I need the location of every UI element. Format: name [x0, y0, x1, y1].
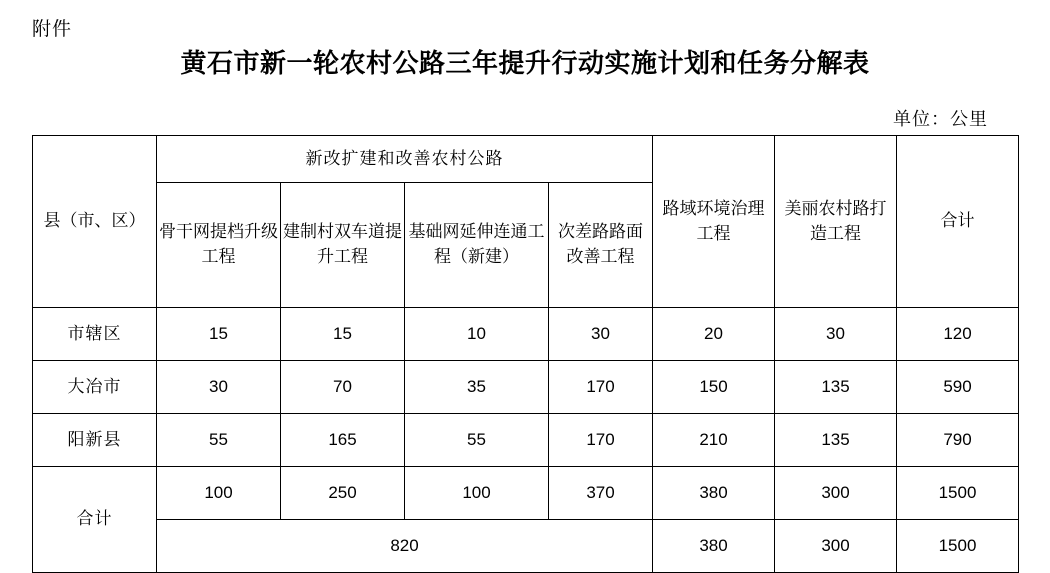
cell-beautiful: 135 — [775, 361, 897, 414]
table-summary-row — [33, 467, 1019, 520]
cell-basenet: 35 — [405, 361, 549, 414]
cell-village: 165 — [281, 414, 405, 467]
task-breakdown-table-wrapper — [32, 135, 1018, 573]
cell-basenet: 10 — [405, 308, 549, 361]
cell-beautiful: 135 — [775, 414, 897, 467]
header-cell-basenet: 基础网延伸连通工程（新建） — [405, 183, 549, 308]
table-header-row-1 — [33, 136, 1019, 183]
cell-surface: 170 — [549, 414, 653, 467]
cell-region: 市辖区 — [33, 308, 157, 361]
cell-surface: 30 — [549, 308, 653, 361]
task-breakdown-table — [32, 135, 1019, 573]
cell-grand-total: 1500 — [897, 520, 1019, 573]
cell-beautiful: 30 — [775, 308, 897, 361]
cell-village: 70 — [281, 361, 405, 414]
page-title: 黄石市新一轮农村公路三年提升行动实施计划和任务分解表 — [180, 48, 870, 78]
cell-total: 790 — [897, 414, 1019, 467]
header-cell-surface: 次差路路面改善工程 — [549, 183, 653, 308]
cell-total: 590 — [897, 361, 1019, 414]
cell-backbone: 15 — [157, 308, 281, 361]
unit-note: 单位：公里 — [893, 109, 988, 129]
cell-backbone: 30 — [157, 361, 281, 414]
header-cell-environment: 路域环境治理工程 — [653, 136, 775, 308]
table-row — [33, 308, 1019, 361]
cell-summary-beautiful: 300 — [775, 467, 897, 520]
table-row — [33, 361, 1019, 414]
cell-region: 阳新县 — [33, 414, 157, 467]
cell-basenet: 55 — [405, 414, 549, 467]
cell-summary-basenet: 100 — [405, 467, 549, 520]
cell-environment: 20 — [653, 308, 775, 361]
cell-region: 大冶市 — [33, 361, 157, 414]
cell-surface: 170 — [549, 361, 653, 414]
header-cell-village: 建制村双车道提升工程 — [281, 183, 405, 308]
cell-environment: 150 — [653, 361, 775, 414]
attachment-label: 附件 — [32, 19, 73, 40]
cell-summary-village: 250 — [281, 467, 405, 520]
cell-summary-backbone: 100 — [157, 467, 281, 520]
cell-grand-beautiful: 300 — [775, 520, 897, 573]
header-cell-beautiful: 美丽农村路打造工程 — [775, 136, 897, 308]
cell-merged-newbuild-total: 820 — [157, 520, 653, 573]
cell-village: 15 — [281, 308, 405, 361]
header-cell-group-newbuild: 新改扩建和改善农村公路 — [157, 136, 653, 183]
table-row — [33, 414, 1019, 467]
cell-environment: 210 — [653, 414, 775, 467]
header-cell-region: 县（市、区） — [33, 136, 157, 308]
cell-total: 120 — [897, 308, 1019, 361]
cell-grand-environment: 380 — [653, 520, 775, 573]
cell-backbone: 55 — [157, 414, 281, 467]
cell-summary-label: 合计 — [33, 467, 157, 573]
header-cell-backbone: 骨干网提档升级工程 — [157, 183, 281, 308]
table-grandtotal-row — [33, 520, 1019, 573]
cell-summary-total: 1500 — [897, 467, 1019, 520]
cell-summary-environment: 380 — [653, 467, 775, 520]
header-cell-total: 合计 — [897, 136, 1019, 308]
cell-summary-surface: 370 — [549, 467, 653, 520]
